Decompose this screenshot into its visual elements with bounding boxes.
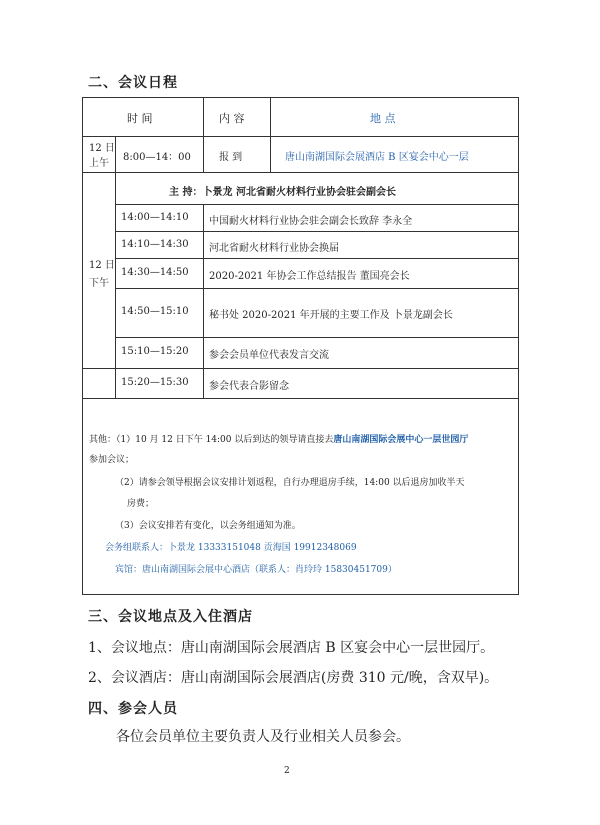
row-time: 14:50—15:10 bbox=[121, 306, 189, 317]
note-1-cont: 参加会议； bbox=[89, 455, 135, 465]
note-1-text: 其他：（1）10 月 12 日下午 14:00 以后到达的领导请直接去 bbox=[89, 435, 334, 445]
period-label: 上午 bbox=[89, 158, 109, 169]
host-line: 主 持：卜景龙 河北省耐火材料行业协会驻会副会长 bbox=[169, 187, 396, 198]
row-time: 14:10—14:30 bbox=[121, 239, 189, 250]
section-heading-schedule: 二、会议日程 bbox=[88, 75, 178, 91]
table-rule bbox=[115, 337, 518, 338]
morning-content: 报 到 bbox=[219, 152, 243, 163]
contact-line: 会务组联系人：卜景龙 13333151048 贡海国 19912348069 bbox=[105, 543, 357, 553]
table-rule bbox=[83, 398, 518, 399]
table-rule bbox=[115, 136, 116, 398]
row-content: 参会代表合影留念 bbox=[209, 381, 289, 392]
table-rule bbox=[83, 172, 518, 173]
hotel-line: 宾馆：唐山南湖国际会展中心酒店（联系人：肖玲玲 15830451709） bbox=[115, 565, 397, 575]
table-rule bbox=[203, 204, 204, 398]
table-rule bbox=[83, 136, 518, 137]
morning-time: 8:00—14：00 bbox=[123, 152, 191, 163]
header-time: 时 间 bbox=[127, 112, 153, 125]
note-1 bbox=[89, 432, 468, 445]
page-number: 2 bbox=[284, 766, 290, 776]
day-label: 12 日 bbox=[89, 143, 115, 154]
table-rule bbox=[203, 98, 204, 172]
row-time: 14:00—14:10 bbox=[121, 212, 189, 223]
attendees-text: 各位会员单位主要负责人及行业相关人员参会。 bbox=[116, 729, 410, 745]
row-content: 参会会员单位代表发言交流 bbox=[209, 350, 329, 361]
table-rule bbox=[83, 368, 518, 369]
table-rule bbox=[270, 98, 271, 172]
schedule-table bbox=[82, 97, 519, 595]
note-2-cont: 房费； bbox=[127, 499, 155, 509]
header-content: 内 容 bbox=[219, 112, 245, 125]
note-1-highlight: 唐山南湖国际会展中心一层世园厅 bbox=[333, 435, 469, 445]
row-time: 14:30—14:50 bbox=[121, 267, 189, 278]
row-content: 秘书处 2020-2021 年开展的主要工作及 卜景龙副会长 bbox=[209, 310, 453, 321]
table-rule bbox=[115, 204, 518, 205]
table-rule bbox=[115, 288, 518, 289]
morning-location: 唐山南湖国际会展酒店 B 区宴会中心一层 bbox=[285, 152, 469, 163]
note-2: （2）请参会领导根据会议安排计划返程，自行办理退房手续，14:00 以后退房加收半天 bbox=[115, 478, 465, 488]
table-rule bbox=[115, 231, 518, 232]
section-heading-venue: 三、会议地点及入住酒店 bbox=[88, 609, 253, 625]
section-heading-attendees: 四、参会人员 bbox=[88, 701, 178, 717]
hotel-item: 2、会议酒店：唐山南湖国际会展酒店(房费 310 元/晚，含双早)。 bbox=[88, 670, 499, 686]
row-content: 中国耐火材料行业协会驻会副会长致辞 李永全 bbox=[209, 216, 413, 227]
row-time: 15:10—15:20 bbox=[121, 346, 189, 357]
venue-item: 1、会议地点：唐山南湖国际会展酒店 B 区宴会中心一层世园厅。 bbox=[88, 640, 495, 656]
row-content: 河北省耐火材料行业协会换届 bbox=[209, 243, 339, 254]
header-location: 地 点 bbox=[370, 112, 396, 125]
table-rule bbox=[115, 258, 518, 259]
note-3: （3）会议安排若有变化，以会务组通知为准。 bbox=[115, 521, 301, 531]
day-label: 12 日 bbox=[89, 260, 115, 271]
row-content: 2020-2021 年协会工作总结报告 董国亮会长 bbox=[209, 271, 410, 282]
period-label: 下午 bbox=[89, 278, 109, 289]
row-time: 15:20—15:30 bbox=[121, 377, 189, 388]
